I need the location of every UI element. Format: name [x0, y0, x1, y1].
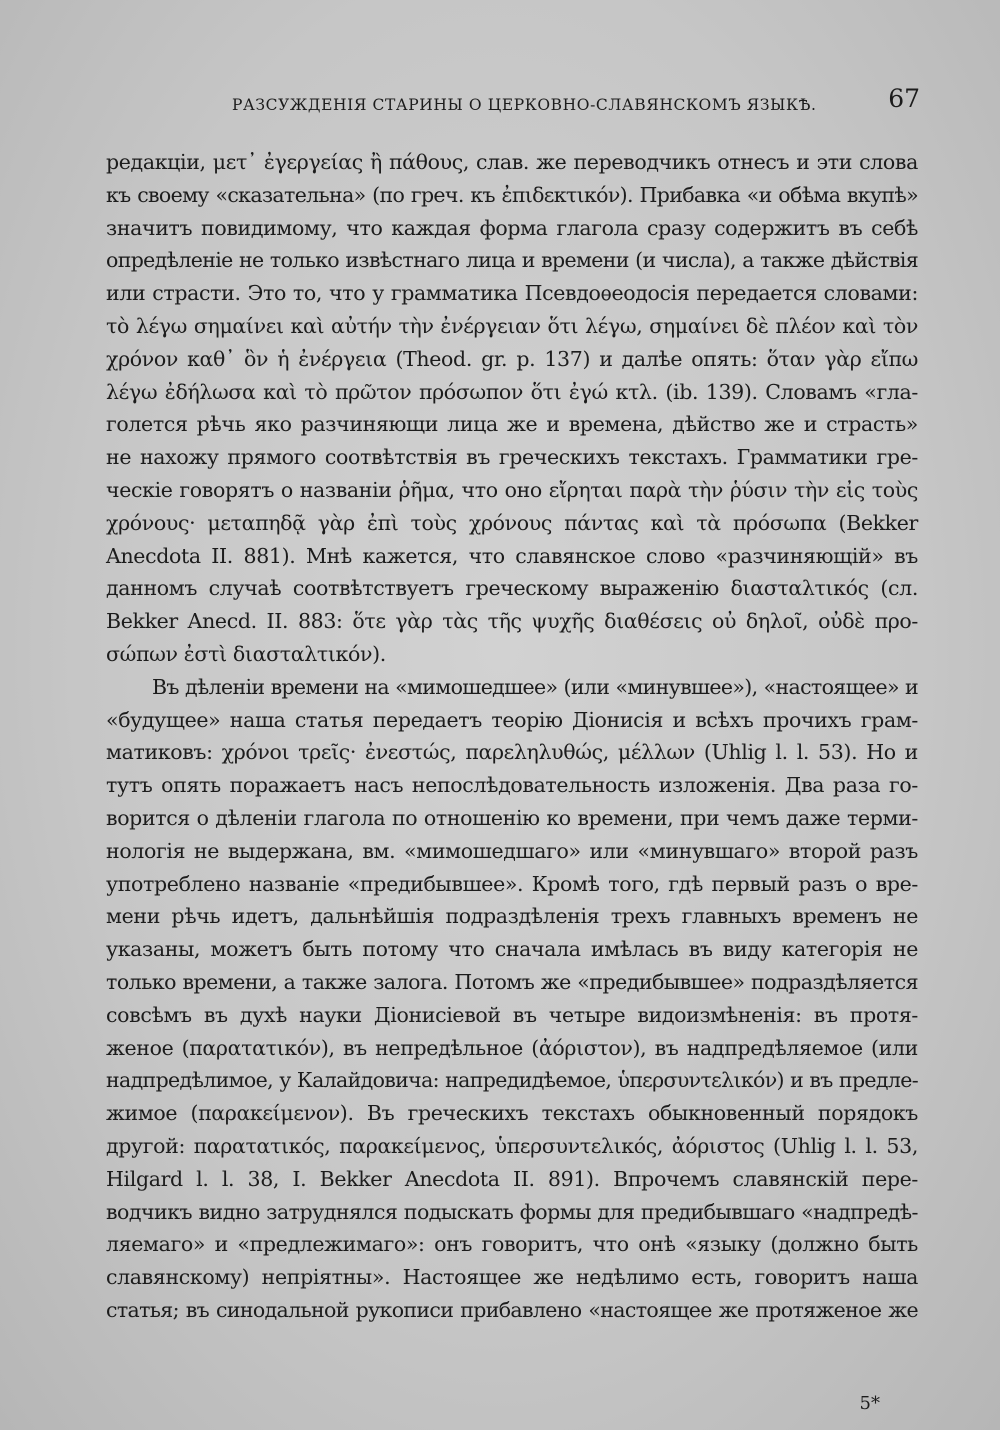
text-line: къ своему «сказательна» (по греч. къ ἐπιδεκτικόν). Прибавка «и обѣма вкупѣ» — [106, 182, 918, 207]
text-line: данномъ случаѣ соотвѣтствуетъ греческому выраженію διασταλτικός (сл. — [106, 576, 918, 601]
text-line: значитъ повидимому, что каждая форма глагола сразу содержитъ въ себѣ — [106, 215, 918, 240]
text-line: χρόνους· μεταπηδᾷ γὰρ ἐπὶ τοὺς χρόνους πάντας καὶ τὰ πρόσωπα (Bekker — [106, 510, 918, 535]
text-line: ческіе говорятъ о названіи ῥῆμα, что оно εἴρηται παρὰ τὴν ῥύσιν τὴν εἰς τοὺς — [106, 477, 918, 502]
paragraph-start-line: Въ дѣленіи времени на «мимошедшее» (или «минувшее»), «настоящее» и — [152, 674, 918, 699]
text-line: нологія не выдержана, вм. «мимошедшаго» или «минувшаго» второй разъ — [106, 838, 918, 863]
text-line: или страсти. Это то, что у грамматика Псевдоѳеодосія передается словами: — [106, 281, 918, 306]
running-head: РАЗСУЖДЕНІЯ СТАРИНЫ О ЦЕРКОВНО-СЛАВЯНСКОМЪ ЯЗЫКѢ. — [232, 96, 817, 114]
text-line: жимое (παρακείμενον). Въ греческихъ текстахъ обыкновенный порядокъ — [106, 1101, 918, 1126]
text-line: славянскому) непріятны». Настоящее же недѣлимо есть, говоритъ наша — [106, 1265, 918, 1290]
text-line: σώπων ἐστὶ διασταλτικόν). — [106, 641, 386, 666]
text-line: статья; въ синодальной рукописи прибавлено «настоящее же протяженое же — [106, 1297, 918, 1322]
text-line: голется рѣчь яко разчиняющи лица же и времена, дѣйство же и страсть» — [106, 412, 918, 437]
text-line: совсѣмъ въ духѣ науки Діонисіевой въ четыре видоизмѣненія: въ протя- — [106, 1002, 918, 1027]
body-text — [106, 146, 918, 1327]
text-line: Bekker Anecd. II. 883: ὅτε γὰρ τὰς τῆς ψυχῆς διαθέσεις οὐ δηλοῖ, οὐδὲ προ- — [106, 609, 918, 634]
text-line: употреблено названіе «предибывшее». Кромѣ того, гдѣ первый разъ о вре- — [106, 871, 918, 896]
signature-mark: 5* — [859, 1393, 880, 1414]
text-line: Hilgard l. l. 38, I. Bekker Anecdota II. 891). Впрочемъ славянскій пере- — [106, 1166, 918, 1191]
text-line: χρόνον καθ᾽ ὃν ἡ ἐνέργεια (Theod. gr. p. 137) и далѣе опять: ὅταν γὰρ εἴπω — [106, 346, 918, 371]
text-line: тутъ опять поражаетъ насъ непослѣдовательность изложенія. Два раза го- — [106, 773, 918, 798]
text-line: Anecdota II. 881). Мнѣ кажется, что славянское слово «разчиняющій» въ — [106, 543, 918, 568]
text-line: «будущее» наша статья передаетъ теорію Діонисія и всѣхъ прочихъ грам- — [106, 707, 918, 732]
page-header — [106, 84, 920, 124]
text-line: ляемаго» и «предлежимаго»: онъ говоритъ, что онѣ «языку (должно быть — [106, 1232, 918, 1257]
text-line: женое (παρατατικόν), въ непредѣльное (ἀόριστον), въ надпредѣляемое (или — [106, 1035, 918, 1060]
page-number: 67 — [888, 84, 920, 113]
text-line: указаны, можетъ быть потому что сначала имѣлась въ виду категорія не — [106, 937, 918, 962]
text-line: λέγω ἐδήλωσα καὶ τὸ πρῶτον πρόσωπον ὅτι ἐγώ κτλ. (ib. 139). Словамъ «гла- — [106, 379, 918, 404]
text-line: опредѣленіе не только извѣстнаго лица и времени (и числа), а также дѣйствія — [106, 248, 918, 273]
text-line: матиковъ: χρόνοι τρεῖς· ἐνεστώς, παρεληλυθώς, μέλλων (Uhlig l. l. 53). Но и — [106, 740, 918, 765]
text-line: только времени, а также залога. Потомъ же «предибывшее» подраздѣляется — [106, 969, 918, 994]
text-line: редакціи, μετ᾽ ἐγεργείας ἢ πάθους, слав. же переводчикъ отнесъ и эти слова — [106, 150, 918, 174]
text-line: τὸ λέγω σημαίνει καὶ αὐτήν τὴν ἐνέργειαν ὅτι λέγω, σημαίνει δὲ πλέον καὶ τὸν — [106, 313, 918, 338]
text-line: надпредѣлимое, у Калайдовича: напредидѣемое, ὑπερσυντελικόν) и въ предле- — [106, 1068, 918, 1093]
text-line: мени рѣчь идетъ, дальнѣйшія подраздѣленія трехъ главныхъ временъ не — [106, 904, 918, 929]
text-line: другой: παρατατικός, παρακείμενος, ὑπερσυντελικός, ἀόριστος (Uhlig l. l. 53, — [106, 1133, 918, 1158]
text-line: не нахожу прямого соотвѣтствія въ греческихъ текстахъ. Грамматики гре- — [106, 445, 918, 470]
text-line: водчикъ видно затруднялся подыскать формы для предибывшаго «надпредѣ- — [106, 1199, 918, 1224]
text-line: ворится о дѣленіи глагола по отношенію ко времени, при чемъ даже терми- — [106, 805, 918, 830]
